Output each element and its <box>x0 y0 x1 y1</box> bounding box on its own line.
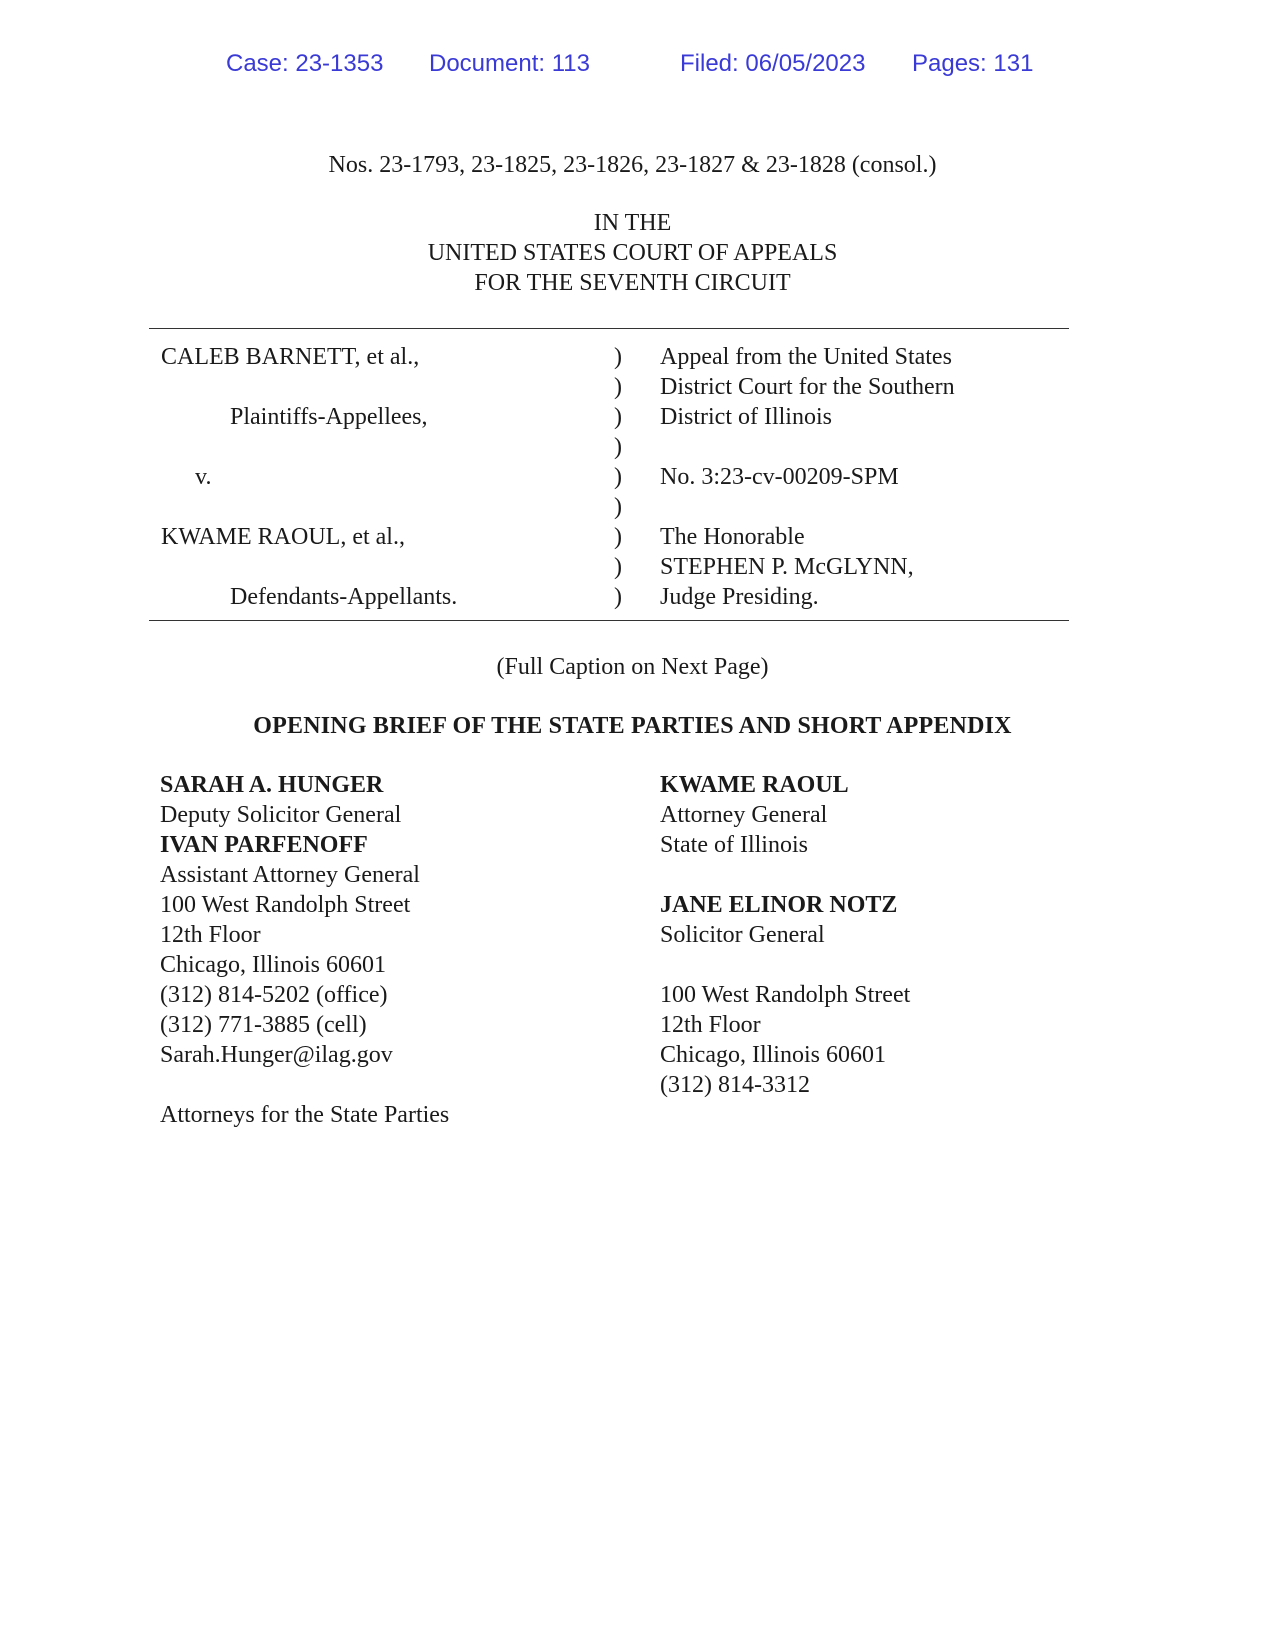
address-line: Chicago, Illinois 60601 <box>160 952 386 978</box>
paren: ) <box>614 374 622 400</box>
paren: ) <box>614 494 622 520</box>
court-line-3: FOR THE SEVENTH CIRCUIT <box>474 270 791 296</box>
email: Sarah.Hunger@ilag.gov <box>160 1042 393 1068</box>
caption-parentheses <box>614 342 634 612</box>
header-page-count: Pages: 131 <box>912 50 1034 77</box>
lower-court-case-number: No. 3:23-cv-00209-SPM <box>660 464 899 490</box>
phone-office: (312) 814-5202 (office) <box>160 982 388 1008</box>
address-line: 12th Floor <box>160 922 261 948</box>
paren: ) <box>614 464 622 490</box>
paren: ) <box>614 554 622 580</box>
phone-cell: (312) 771-3885 (cell) <box>160 1012 367 1038</box>
court-line-2: UNITED STATES COURT OF APPEALS <box>427 240 838 266</box>
caption-appeal-info <box>660 342 1080 612</box>
appeal-line: District Court for the Southern <box>660 374 955 400</box>
counsel-title: State of Illinois <box>660 832 808 858</box>
paren: ) <box>614 434 622 460</box>
caption-parties <box>161 342 601 612</box>
caption-top-rule <box>149 328 1069 329</box>
full-caption-note: (Full Caption on Next Page) <box>496 654 769 680</box>
address-line: 12th Floor <box>660 1012 761 1038</box>
paren: ) <box>614 344 622 370</box>
address-line: Chicago, Illinois 60601 <box>660 1042 886 1068</box>
defendants-name: KWAME RAOUL, et al., <box>161 524 405 550</box>
header-case-number: Case: 23-1353 <box>226 50 384 77</box>
judge-line: Judge Presiding. <box>660 584 819 610</box>
counsel-name: SARAH A. HUNGER <box>160 772 384 798</box>
phone: (312) 814-3312 <box>660 1072 810 1098</box>
counsel-title: Assistant Attorney General <box>160 862 420 888</box>
counsel-title: Attorney General <box>660 802 828 828</box>
filing-header <box>0 50 1265 86</box>
counsel-title: Solicitor General <box>660 922 825 948</box>
counsel-block-right <box>660 770 1100 1100</box>
judge-line: The Honorable <box>660 524 805 550</box>
judge-line: STEPHEN P. McGLYNN, <box>660 554 914 580</box>
paren: ) <box>614 524 622 550</box>
header-filed-date: Filed: 06/05/2023 <box>680 50 866 77</box>
counsel-name: KWAME RAOUL <box>660 772 849 798</box>
counsel-title: Deputy Solicitor General <box>160 802 402 828</box>
address-line: 100 West Randolph Street <box>660 982 911 1008</box>
defendants-role: Defendants-Appellants. <box>230 584 458 610</box>
header-document-number: Document: 113 <box>429 50 590 77</box>
court-name <box>0 208 1265 298</box>
caption-bottom-rule <box>149 620 1069 621</box>
plaintiffs-role: Plaintiffs-Appellees, <box>230 404 428 430</box>
counsel-name: JANE ELINOR NOTZ <box>660 892 898 918</box>
address-line: 100 West Randolph Street <box>160 892 411 918</box>
brief-title: OPENING BRIEF OF THE STATE PARTIES AND SHORT APPENDIX <box>253 713 1012 739</box>
paren: ) <box>614 584 622 610</box>
appeal-line: Appeal from the United States <box>660 344 952 370</box>
appeal-line: District of Illinois <box>660 404 832 430</box>
versus: v. <box>195 464 212 490</box>
docket-numbers: Nos. 23-1793, 23-1825, 23-1826, 23-1827 & 23-1828 (consol.) <box>328 152 937 178</box>
plaintiffs-name: CALEB BARNETT, et al., <box>161 344 420 370</box>
attorneys-for: Attorneys for the State Parties <box>160 1102 450 1128</box>
counsel-block-left <box>160 770 620 1130</box>
paren: ) <box>614 404 622 430</box>
court-line-1: IN THE <box>593 210 672 236</box>
counsel-name: IVAN PARFENOFF <box>160 832 368 858</box>
